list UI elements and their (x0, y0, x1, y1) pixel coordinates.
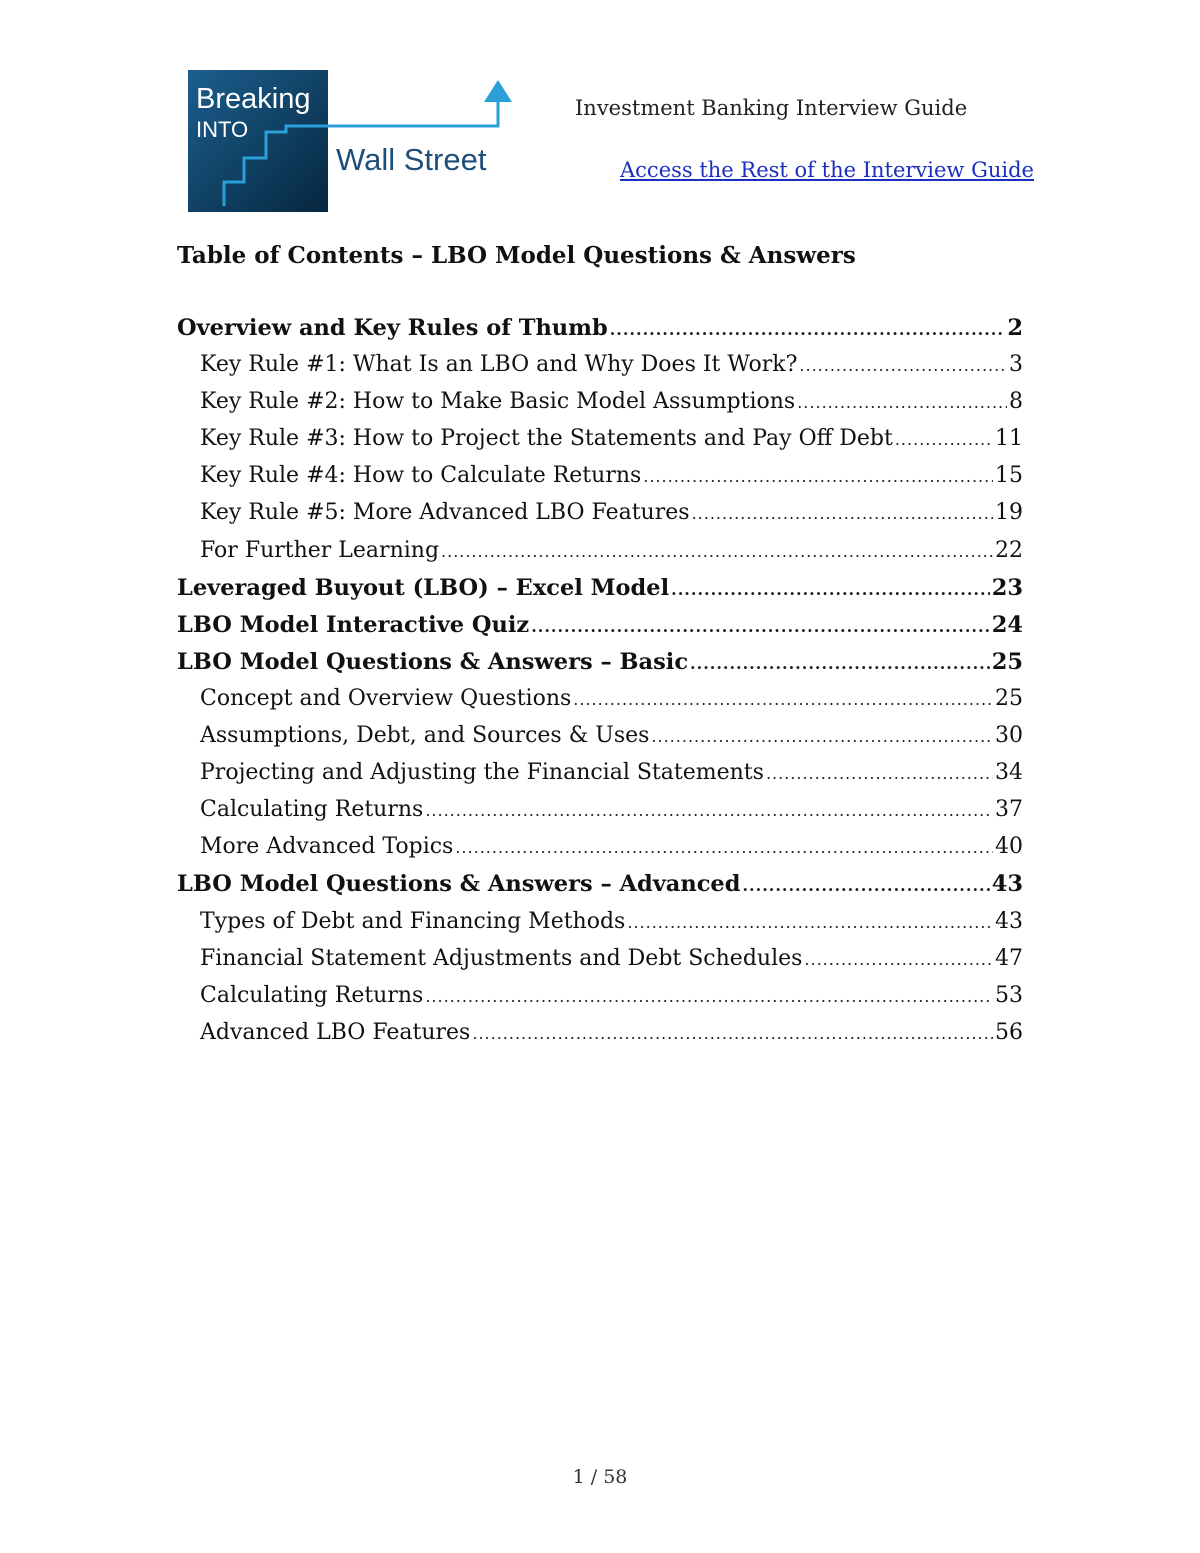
toc-entry-page-number: 23 (991, 574, 1023, 601)
toc-entry-label: Concept and Overview Questions (200, 685, 572, 711)
toc-entry-label: Calculating Returns (200, 982, 424, 1008)
toc-entry-page-number: 40 (995, 834, 1023, 860)
toc-dot-leader (651, 727, 993, 746)
toc-entry-page-number: 24 (991, 611, 1023, 638)
toc-section-entry[interactable] (177, 871, 1023, 908)
toc-entry-page-number: 3 (1009, 352, 1023, 378)
toc-subsection-entry[interactable] (177, 389, 1023, 426)
guide-subtitle: Investment Banking Interview Guide (575, 96, 968, 120)
logo-text-into: INTO (196, 117, 249, 142)
toc-entry-label: More Advanced Topics (200, 834, 454, 860)
toc-entry-page-number: 19 (995, 500, 1023, 526)
toc-dot-leader (610, 320, 1006, 339)
toc-dot-leader (766, 764, 993, 783)
toc-entry-label: Key Rule #2: How to Make Basic Model Assumptions (200, 389, 796, 415)
logo-text-wall-street: Wall Street (336, 142, 487, 177)
toc-dot-leader (895, 430, 993, 449)
toc-subsection-entry[interactable] (177, 686, 1023, 723)
toc-dot-leader (690, 654, 990, 673)
toc-dot-leader (573, 690, 993, 709)
toc-subsection-entry[interactable] (177, 946, 1023, 983)
toc-entry-label: LBO Model Questions & Answers – Basic (177, 648, 689, 675)
toc-dot-leader (643, 467, 993, 486)
toc-entry-label: Overview and Key Rules of Thumb (177, 315, 608, 341)
toc-dot-leader (441, 542, 993, 561)
access-guide-link[interactable]: Access the Rest of the Interview Guide (620, 158, 1034, 182)
toc-entry-page-number: 22 (995, 537, 1023, 563)
toc-entry-page-number: 47 (995, 945, 1023, 971)
toc-section-entry[interactable] (177, 612, 1023, 649)
toc-dot-leader (627, 913, 993, 932)
toc-entry-page-number: 56 (995, 1019, 1023, 1045)
toc-entry-page-number: 34 (995, 760, 1023, 786)
toc-subsection-entry[interactable] (177, 538, 1023, 575)
toc-subsection-entry[interactable] (177, 463, 1023, 500)
toc-entry-label: Types of Debt and Financing Methods (200, 908, 626, 934)
toc-dot-leader (425, 987, 993, 1006)
toc-subsection-entry[interactable] (177, 983, 1023, 1020)
toc-entry-page-number: 8 (1009, 389, 1023, 415)
toc-subsection-entry[interactable] (177, 760, 1023, 797)
toc-dot-leader (804, 950, 993, 969)
toc-subsection-entry[interactable] (177, 1020, 1023, 1057)
toc-entry-label: Leveraged Buyout (LBO) – Excel Model (177, 574, 670, 601)
toc-dot-leader (742, 876, 989, 895)
toc-dot-leader (425, 801, 993, 820)
toc-entry-label: LBO Model Interactive Quiz (177, 611, 530, 638)
toc-entry-page-number: 43 (995, 908, 1023, 934)
toc-entry-label: LBO Model Questions & Answers – Advanced (177, 871, 741, 898)
toc-section-entry[interactable] (177, 575, 1023, 612)
toc-dot-leader (692, 504, 993, 523)
page-indicator: 1 / 58 (572, 1466, 628, 1488)
toc-entry-label: Key Rule #4: How to Calculate Returns (200, 463, 642, 489)
toc-entry-label: Financial Statement Adjustments and Debt Schedules (200, 945, 803, 971)
toc-subsection-entry[interactable] (177, 723, 1023, 760)
toc-entry-page-number: 15 (995, 463, 1023, 489)
toc-subsection-entry[interactable] (177, 500, 1023, 537)
toc-section-entry[interactable] (177, 649, 1023, 686)
toc-entry-label: Assumptions, Debt, and Sources & Uses (200, 723, 650, 749)
toc-subsection-entry[interactable] (177, 909, 1023, 946)
toc-dot-leader (671, 580, 990, 599)
toc-section-entry[interactable] (177, 315, 1023, 352)
toc-dot-leader (455, 838, 993, 857)
toc-entry-page-number: 25 (995, 685, 1023, 711)
toc-entry-label: Advanced LBO Features (200, 1019, 471, 1045)
toc-title: Table of Contents – LBO Model Questions & Answers (177, 242, 856, 269)
toc-entry-page-number: 53 (995, 982, 1023, 1008)
toc-dot-leader (799, 356, 1007, 375)
toc-entry-page-number: 43 (991, 871, 1023, 898)
table-of-contents (177, 315, 1023, 1057)
toc-entry-page-number: 11 (995, 426, 1023, 452)
toc-subsection-entry[interactable] (177, 426, 1023, 463)
logo-text-breaking: Breaking (196, 83, 311, 115)
toc-entry-label: Key Rule #5: More Advanced LBO Features (200, 500, 690, 526)
toc-subsection-entry[interactable] (177, 834, 1023, 871)
toc-entry-label: Calculating Returns (200, 797, 424, 823)
toc-subsection-entry[interactable] (177, 797, 1023, 834)
toc-entry-page-number: 2 (1007, 315, 1023, 341)
toc-dot-leader (472, 1024, 993, 1043)
toc-subsection-entry[interactable] (177, 352, 1023, 389)
toc-entry-page-number: 37 (995, 797, 1023, 823)
toc-entry-page-number: 30 (995, 723, 1023, 749)
breaking-into-wall-street-logo (186, 70, 516, 212)
toc-dot-leader (797, 393, 1007, 412)
toc-dot-leader (531, 617, 989, 636)
toc-entry-label: Projecting and Adjusting the Financial Statements (200, 760, 764, 786)
toc-entry-label: Key Rule #1: What Is an LBO and Why Does It Work? (200, 352, 798, 378)
toc-entry-page-number: 25 (991, 648, 1023, 675)
toc-entry-label: For Further Learning (200, 537, 440, 563)
toc-entry-label: Key Rule #3: How to Project the Statements and Pay Off Debt (200, 426, 893, 452)
